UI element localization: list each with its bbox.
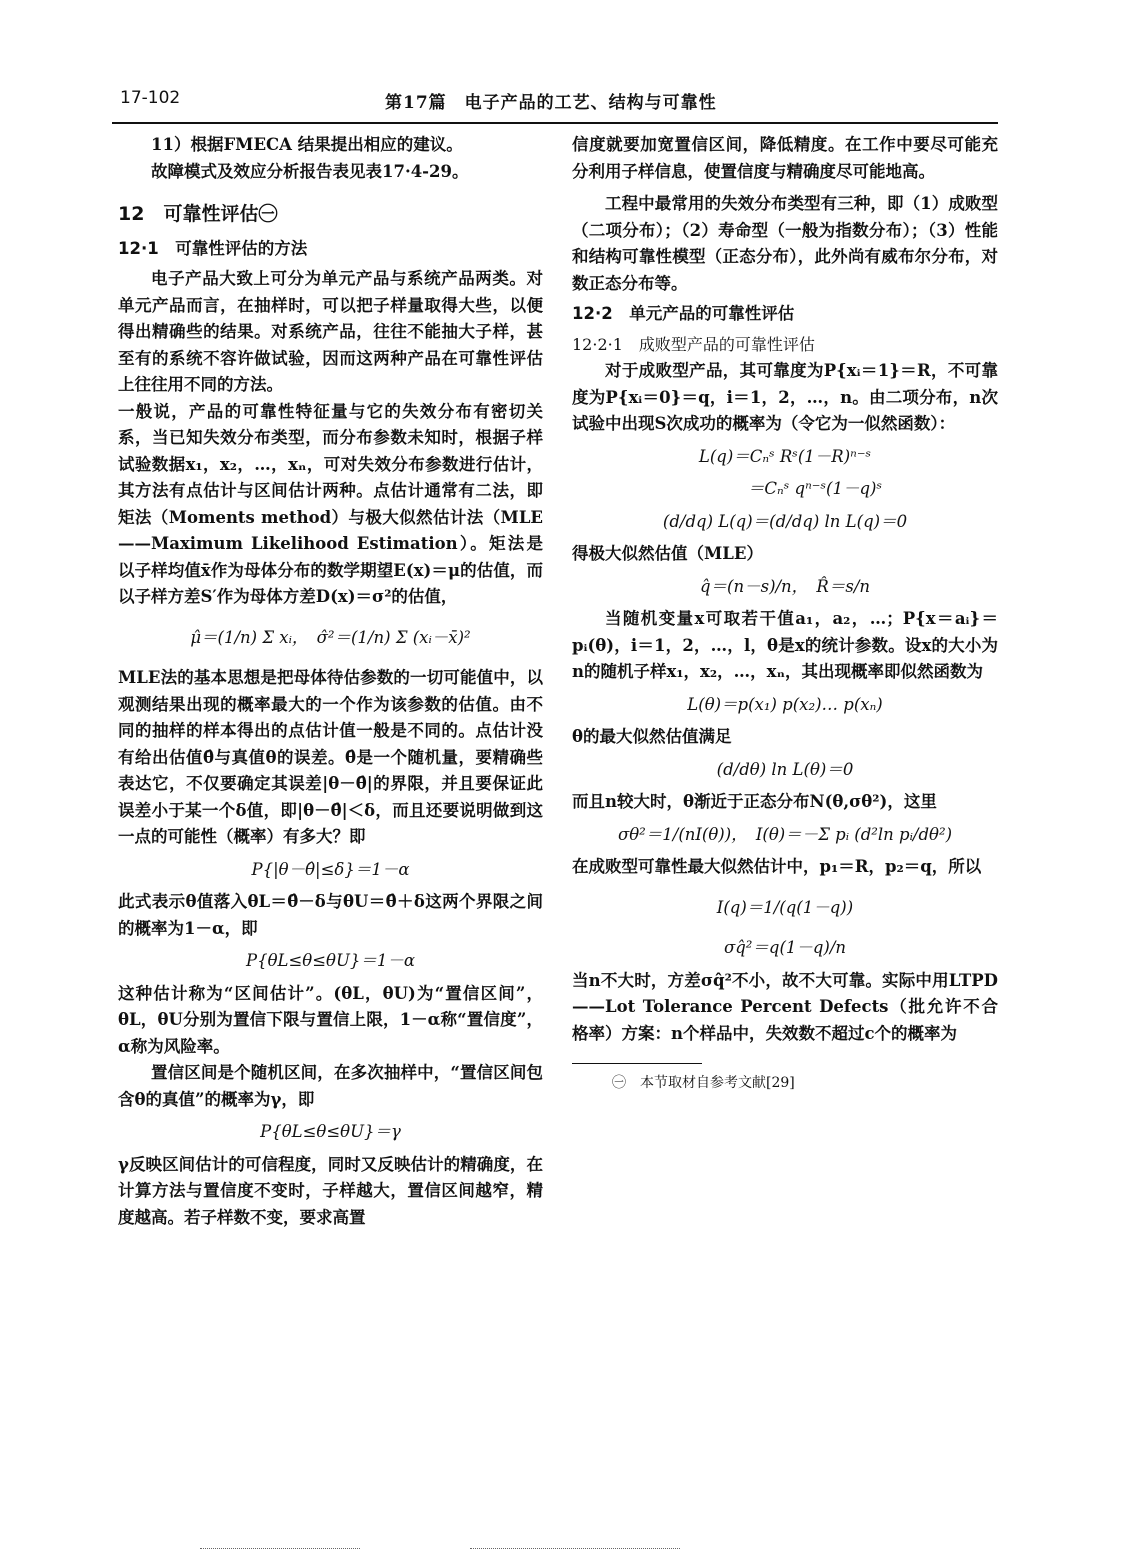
paragraph: 一般说，产品的可靠性特征量与它的失效分布有密切关系，当已知失效分布类型，而分布参数未知时，根据子样试验数据x₁，x₂，…，xₙ，可对失效分布参数进行估计，其方法有点估计与区间估计两种。点估计通常有二法，即矩法（Moments method）与极大似然估计法（MLE——Maximum Likelihood Estimation）。矩法是以子样均值x̄作为母体分布的数学期望E(x)＝μ的估值，而以子样方差S′作为母体方差D(x)＝σ²的估值， [118, 401, 543, 606]
report-note: 故障模式及效应分析报告表见表17·4-29。 [151, 161, 469, 181]
paragraph: 置信区间是个随机区间，在多次抽样中，“置信区间包含θ的真值”的概率为γ，即 [118, 1063, 543, 1109]
probability-equation: P{|θ－θ̂|≤δ}＝1－α [251, 859, 410, 879]
paragraph: 此式表示θ值落入θL＝θ̂－δ与θU＝θ̂＋δ这两个界限之间的概率为1－α，即 [118, 892, 543, 938]
scan-artifact [200, 1548, 360, 1549]
paragraph: 当随机变量x可取若干值a₁，a₂，…；P{x＝aᵢ}＝pᵢ(θ)，i＝1，2，…，l，θ是x的统计参数。设x的大小为n的随机子样x₁，x₂，…，xₙ，其出现概率即似然函数为 [572, 609, 998, 681]
paragraph: γ反映区间估计的可信程度，同时又反映估计的精确度，在计算方法与置信度不变时，子样越大，置信区间越窄，精度越高。若子样数不变，要求高置 [118, 1154, 543, 1227]
running-title: 第17篇 电子产品的工艺、结构与可靠性 [385, 93, 717, 113]
probability-equation: P{θL≤θ≤θU}＝γ [260, 1122, 401, 1141]
moments-equation: μ̂＝(1/n) Σ xᵢ， σ̂²＝(1/n) Σ (xᵢ－x̄)² [190, 627, 471, 647]
paragraph: 这种估计称为“区间估计”。(θL，θU)为“置信区间”，θL，θU分别为置信下限与置信上限，1－α称“置信度”，α称为风险率。 [118, 983, 543, 1056]
paragraph: 当n不大时，方差σq̂²不小，故不大可靠。实际中用LTPD——Lot Tolerance Percent Defects（批允许不合格率）方案：n个样品中，失效数不超过c个的概率为 [572, 970, 998, 1043]
likelihood-equation: L(q)＝Cₙˢ Rˢ(1－R)ⁿ⁻ˢ [698, 446, 872, 466]
information-equation: I(q)＝1/(q(1－q)) [716, 897, 854, 917]
subsection-heading: 12·1 可靠性评估的方法 [118, 238, 308, 258]
fmeca-item-11: 11）根据FMECA 结果提出相应的建议。 [151, 135, 463, 154]
paragraph: 电子产品大致上可分为单元产品与系统产品两类。对单元产品而言，在抽样时，可以把子样量取得大些，以便得出精确些的结果。对系统产品，往往不能抽大子样，甚至有的系统不容许做试验，因而这两种产品在可靠性评估上往往用不同的方法。 [118, 269, 543, 394]
paragraph: 工程中最常用的失效分布类型有三种，即（1）成败型（二项分布）；（2）寿命型（一般为指数分布）；（3）性能和结构可靠性模型（正态分布），此外尚有威布尔分布，对数正态分布等。 [572, 194, 998, 293]
subsection-heading: 12·2 单元产品的可靠性评估 [572, 304, 795, 323]
variance-equation: σθ²＝1/(nI(θ))， I(θ)＝－Σ pᵢ (d²ln pᵢ/dθ²) [617, 824, 953, 844]
header-rule [112, 122, 998, 124]
mle-label: 得极大似然估值（MLE） [572, 544, 763, 563]
section-heading: 12 可靠性评估㊀ [118, 203, 278, 225]
footnote-rule [572, 1063, 702, 1064]
footnote: ㊀ 本节取材自参考文献[29] [612, 1075, 795, 1091]
paragraph: 在成败型可靠性最大似然估计中，p₁＝R，p₂＝q，所以 [572, 857, 982, 876]
derivative-equation: (d/dθ) ln L(θ)＝0 [716, 759, 854, 779]
scan-artifact [470, 1548, 680, 1549]
paragraph: MLE法的基本思想是把母体待估参数的一切可能值中，以观测结果出现的概率最大的一个作为该参数的估值。由不同的抽样的样本得出的点估计值一般是不同的。点估计没有给出估值θ̂与真值θ的误差。θ̂是一个随机量，要精确些表达它，不仅要确定其误差|θ－θ̂|的界限，并且要保证此误差小于某一个δ值，即|θ－θ̂|＜δ，而且还要说明做到这一点的可能性（概率）有多大？即 [118, 668, 543, 846]
page-header [0, 88, 1138, 122]
theta-label: θ的最大似然估值满足 [572, 727, 732, 746]
mle-equation: q̂＝(n－s)/n， R̂＝s/n [699, 576, 871, 596]
variance-equation: σq̂²＝q(1－q)/n [723, 938, 847, 957]
right-column [572, 132, 998, 1097]
likelihood-equation: L(θ)＝p(x₁) p(x₂)… p(xₙ) [687, 694, 883, 714]
paragraph: 对于成败型产品，其可靠度为P{xᵢ＝1}＝R，不可靠度为P{xᵢ＝0}＝q，i＝1，2，…，n。由二项分布，n次试验中出现S次成功的概率为（令它为一似然函数）： [572, 361, 998, 433]
paragraph: 而且n较大时，θ渐近于正态分布N(θ,σθ²)，这里 [572, 792, 937, 811]
paragraph: 信度就要加宽置信区间，降低精度。在工作中要尽可能充分利用子样信息，使置信度与精确度尽可能地高。 [572, 135, 998, 181]
subsubsection-heading: 12·2·1 成败型产品的可靠性评估 [572, 334, 815, 354]
left-column [118, 132, 543, 1231]
likelihood-equation: ＝Cₙˢ qⁿ⁻ˢ(1－q)ˢ [747, 479, 883, 498]
probability-equation: P{θL≤θ≤θU}＝1－α [245, 951, 416, 970]
derivative-equation: (d/dq) L(q)＝(d/dq) ln L(q)＝0 [662, 511, 908, 531]
page-number: 17-102 [120, 88, 181, 108]
